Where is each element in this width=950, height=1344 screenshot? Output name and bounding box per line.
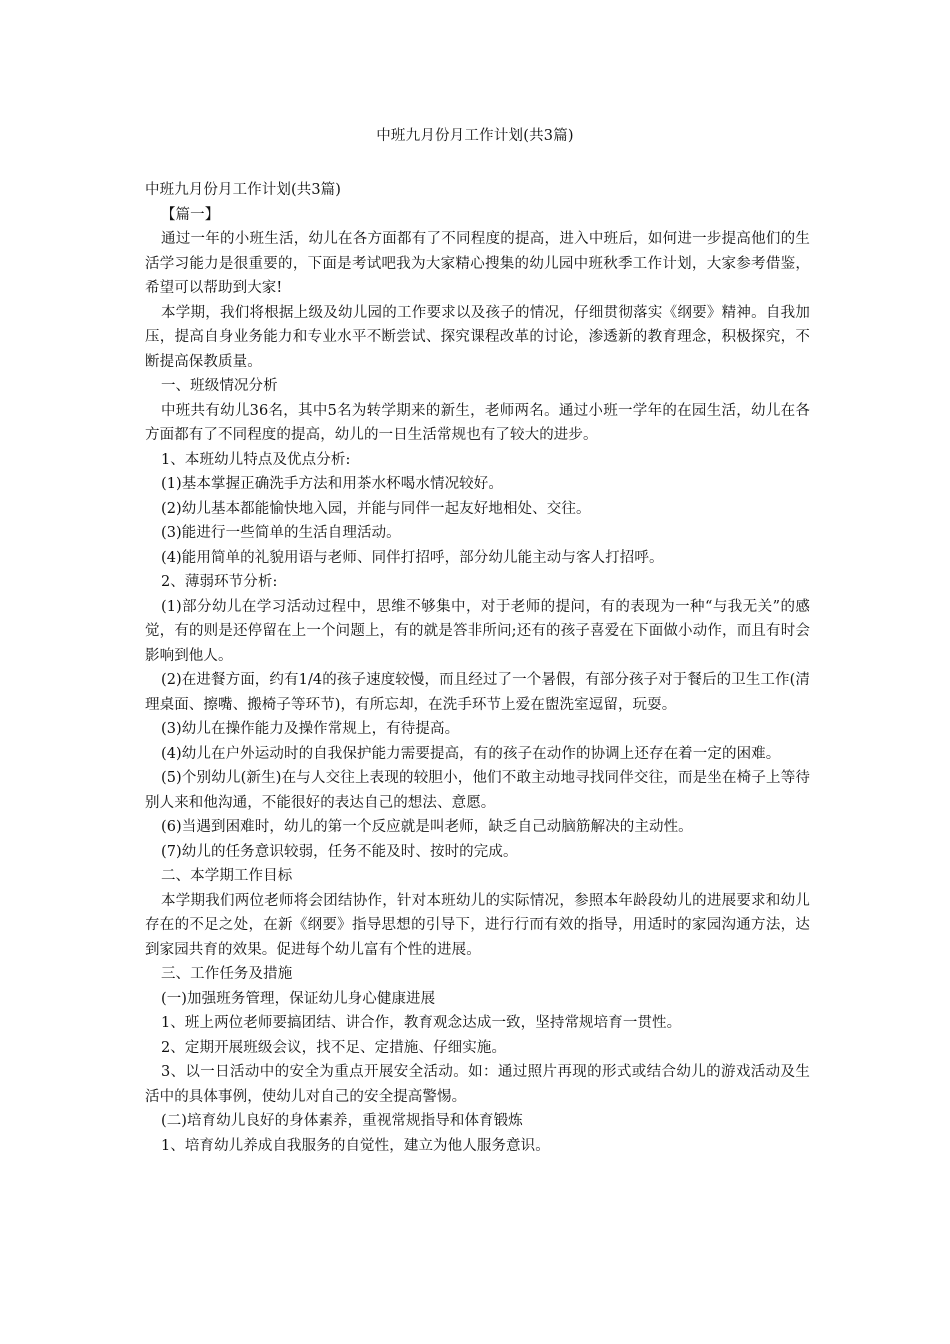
list-item: (4)能用简单的礼貌用语与老师、同伴打招呼，部分幼儿能主动与客人打招呼。 xyxy=(160,549,664,566)
document-title: 中班九月份月工作计划(共3篇) xyxy=(376,128,574,144)
subtitle-line: 中班九月份月工作计划(共3篇) xyxy=(145,182,342,198)
list-item: (2)在进餐方面，约有1/4的孩子速度较慢，而且经过了一个暑假，有部分孩子对于餐后的卫生工作(清理桌面、擦嘴、搬椅子等环节)，有所忘却，在洗手环节上爱在盥洗室逗留，玩耍。 xyxy=(145,672,810,713)
list-item: (3)能进行一些简单的生活自理活动。 xyxy=(160,525,401,541)
list-item: 1、班上两位老师要搞团结、讲合作，教育观念达成一致，坚持常规培育一贯性。 xyxy=(160,1015,682,1031)
list-item: 2、定期开展班级会议，找不足、定措施、仔细实施。 xyxy=(160,1039,507,1056)
semester-paragraph: 本学期，我们将根据上级及幼儿园的工作要求以及孩子的情况，仔细贯彻落实《纲要》精神。自我加压，提高自身业务能力和专业水平不断尝试、探究课程改革的讨论，渗透新的教育理念，积极探究，不断提高保教质量。 xyxy=(145,304,810,370)
list-item: (2)幼儿基本都能愉快地入园，并能与同伴一起友好地相处、交往。 xyxy=(160,500,591,517)
class-analysis-paragraph: 中班共有幼儿36名，其中5名为转学期来的新生，老师两名。通过小班一学年的在园生活，幼儿在各方面都有了不同程度的提高，幼儿的一日生活常规也有了较大的进步。 xyxy=(145,402,810,443)
heading-weaknesses: 2、薄弱环节分析: xyxy=(160,574,278,590)
heading-goals: 二、本学期工作目标 xyxy=(160,868,293,884)
document-body xyxy=(145,178,810,1158)
list-item: (7)幼儿的任务意识较弱，任务不能及时、按时的完成。 xyxy=(160,843,518,860)
list-item: (3)幼儿在操作能力及操作常规上，有待提高。 xyxy=(160,721,460,737)
list-item: 1、培育幼儿养成自我服务的自觉性，建立为他人服务意识。 xyxy=(160,1137,550,1154)
section-heading-part-one: 【篇一】 xyxy=(160,206,220,223)
goals-paragraph: 本学期我们两位老师将会团结协作，针对本班幼儿的实际情况，参照本年龄段幼儿的进展要求和幼儿存在的不足之处，在新《纲要》指导思想的引导下，进行行而有效的指导，用适时的家园沟通方法，达到家园共育的效果。促进每个幼儿富有个性的进展。 xyxy=(145,892,810,958)
subheading-physical: (二)培育幼儿良好的身体素养，重视常规指导和体育锻炼 xyxy=(160,1113,523,1129)
list-item: 3、以一日活动中的安全为重点开展安全活动。如：通过照片再现的形式或结合幼儿的游戏活动及生活中的具体事例，使幼儿对自己的安全提高警惕。 xyxy=(145,1064,810,1105)
heading-class-analysis: 一、班级情况分析 xyxy=(160,378,278,394)
heading-strengths: 1、本班幼儿特点及优点分析: xyxy=(160,451,351,468)
list-item: (5)个别幼儿(新生)在与人交往上表现的较胆小，他们不敢主动地寻找同伴交往，而是坐在椅子上等待别人来和他沟通，不能很好的表达自己的想法、意愿。 xyxy=(145,770,810,811)
list-item: (4)幼儿在户外运动时的自我保护能力需要提高，有的孩子在动作的协调上还存在着一定的困难。 xyxy=(160,745,781,762)
heading-tasks: 三、工作任务及措施 xyxy=(160,966,293,982)
intro-paragraph: 通过一年的小班生活，幼儿在各方面都有了不同程度的提高，进入中班后，如何进一步提高他们的生活学习能力是很重要的，下面是考试吧我为大家精心搜集的幼儿园中班秋季工作计划，大家参考借鉴，希望可以帮助到大家! xyxy=(145,231,810,296)
list-item: (6)当遇到困难时，幼儿的第一个反应就是叫老师，缺乏自己动脑筋解决的主动性。 xyxy=(160,819,693,835)
subheading-management: (一)加强班务管理，保证幼儿身心健康进展 xyxy=(160,990,436,1007)
list-item: (1)部分幼儿在学习活动过程中，思维不够集中，对于老师的提问，有的表现为一种“与我无关”的感觉，有的则是还停留在上一个问题上，有的就是答非所问;还有的孩子喜爱在下面做小动作，而且有时会影响到他人。 xyxy=(145,598,810,664)
list-item: (1)基本掌握正确洗手方法和用茶水杯喝水情况较好。 xyxy=(160,476,503,492)
